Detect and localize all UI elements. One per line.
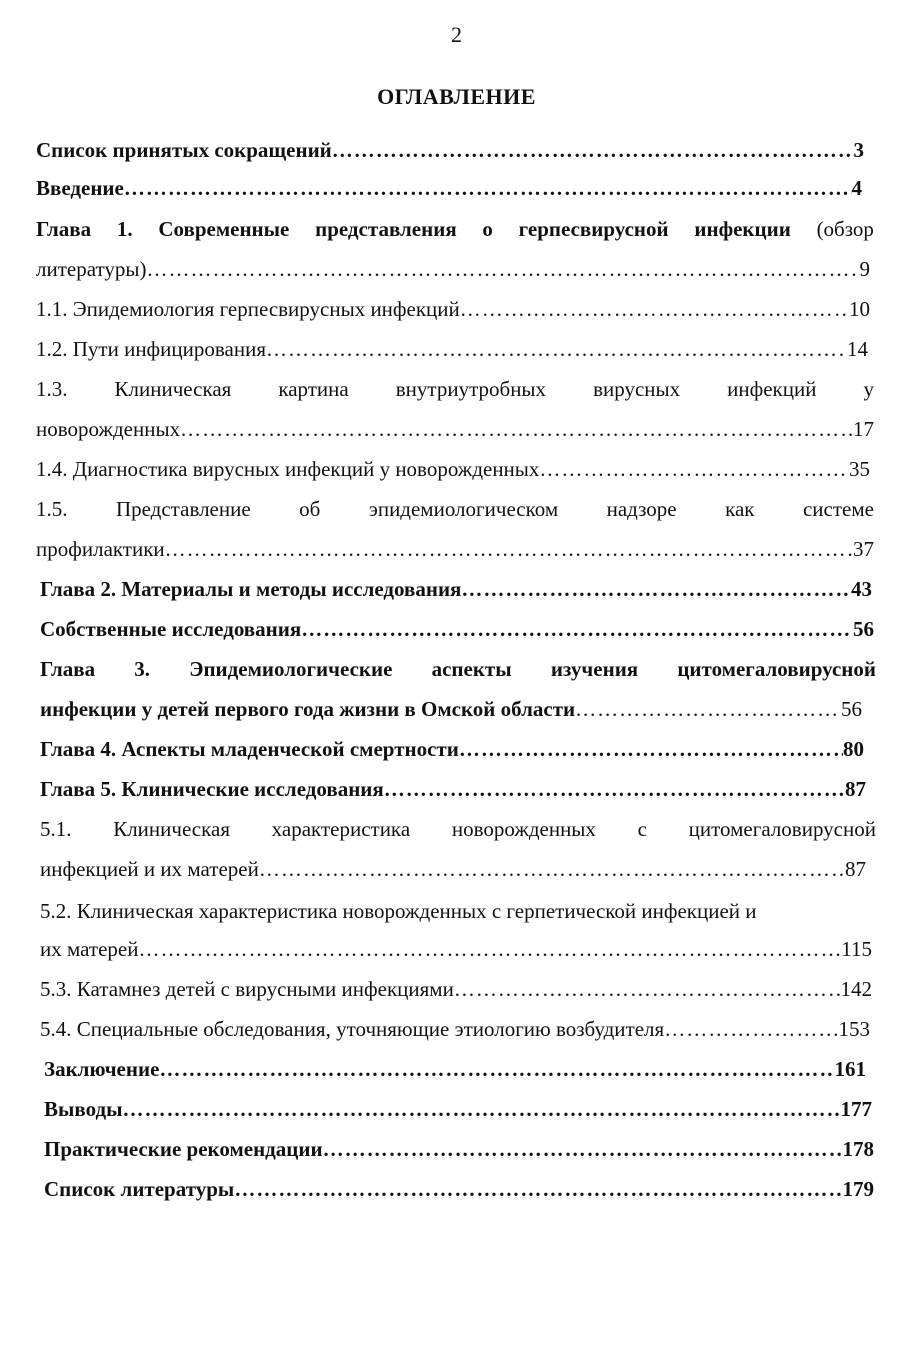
toc-entry-own-research[interactable]: Собственные исследования ………………………………………………………………………………………………………………………………………… 56 [40, 614, 874, 644]
toc-entry-5-3[interactable]: 5.3. Катамнез детей с вирусными инфекциями ………………………………………………………………………………………………………………………………………… 142 [40, 974, 872, 1004]
toc-entry-conclusion[interactable]: Заключение ………………………………………………………………………………………………………………………………………… 161 [44, 1054, 866, 1084]
page-number: 2 [451, 22, 462, 47]
toc-entry-recommendations[interactable]: Практические рекомендации ………………………………………………………………………………………………………………………………………… 178 [44, 1134, 874, 1164]
toc-entry-chapter-1-line1[interactable]: Глава 1. Современные представления о герпесвирусной инфекции (обзор [36, 217, 874, 241]
toc-entry-1-1[interactable]: 1.1. Эпидемиология герпесвирусных инфекций ………………………………………………………………………………………………………………………………………… 10 [36, 294, 870, 324]
toc-entry-findings[interactable]: Выводы ………………………………………………………………………………………………………………………………………… 177 [44, 1094, 872, 1124]
toc-entry-chapter-1-line2[interactable]: литературы) ………………………………………………………………………………………………………………………………………… 9 [36, 254, 870, 284]
toc-entry-abbreviations[interactable]: Список принятых сокращений ………………………………………………………………………………………………………………………………………… 3 [36, 135, 864, 165]
toc-entry-5-2-line1[interactable]: 5.2. Клиническая характеристика новорожденных с герпетической инфекцией и [40, 899, 757, 923]
toc-title: ОГЛАВЛЕНИЕ [377, 84, 536, 109]
toc-entry-1-3-line2[interactable]: новорожденных ………………………………………………………………………………………………………………………………………… 17 [36, 414, 874, 444]
toc-entry-1-4[interactable]: 1.4. Диагностика вирусных инфекций у новорожденных ………………………………………………………………………………………………………………………………………… 35 [36, 454, 870, 484]
toc-entry-5-2-line2[interactable]: их матерей ………………………………………………………………………………………………………………………………………… 115 [40, 934, 872, 964]
toc-entry-chapter-4[interactable]: Глава 4. Аспекты младенческой смертности ………………………………………………………………………………………………………………………………………… 80 [40, 734, 864, 764]
toc-entry-bibliography[interactable]: Список литературы ………………………………………………………………………………………………………………………………………… 179 [44, 1174, 874, 1204]
toc-entry-1-3-line1[interactable]: 1.3. Клиническая картина внутриутробных вирусных инфекций у [36, 377, 874, 401]
toc-entry-chapter-3-line2[interactable]: инфекции у детей первого года жизни в Омской области ………………………………………………………………………………………………………………………………………… 56 [40, 694, 862, 724]
toc-entry-chapter-2[interactable]: Глава 2. Материалы и методы исследования ………………………………………………………………………………………………………………………………………… 43 [40, 574, 872, 604]
toc-entry-1-2[interactable]: 1.2. Пути инфицирования ………………………………………………………………………………………………………………………………………… 14 [36, 334, 868, 364]
toc-entry-5-1-line2[interactable]: инфекцией и их матерей ………………………………………………………………………………………………………………………………………… 87 [40, 854, 866, 884]
toc-entry-1-5-line2[interactable]: профилактики ………………………………………………………………………………………………………………………………………… 37 [36, 534, 874, 564]
toc-entry-1-5-line1[interactable]: 1.5. Представление об эпидемиологическом надзоре как системе [36, 497, 874, 521]
toc-entry-chapter-5[interactable]: Глава 5. Клинические исследования ………………………………………………………………………………………………………………………………………… 87 [40, 774, 866, 804]
toc-entry-introduction[interactable]: Введение ………………………………………………………………………………………………………………………………………… 4 [36, 173, 862, 203]
toc-entry-chapter-3-line1[interactable]: Глава 3. Эпидемиологические аспекты изучения цитомегаловирусной [40, 657, 876, 681]
toc-entry-5-1-line1[interactable]: 5.1. Клиническая характеристика новорожденных с цитомегаловирусной [40, 817, 876, 841]
toc-entry-5-4[interactable]: 5.4. Специальные обследования, уточняющие этиологию возбудителя ………………………………………………………………………………………………………………………………………… 153 [40, 1014, 870, 1044]
